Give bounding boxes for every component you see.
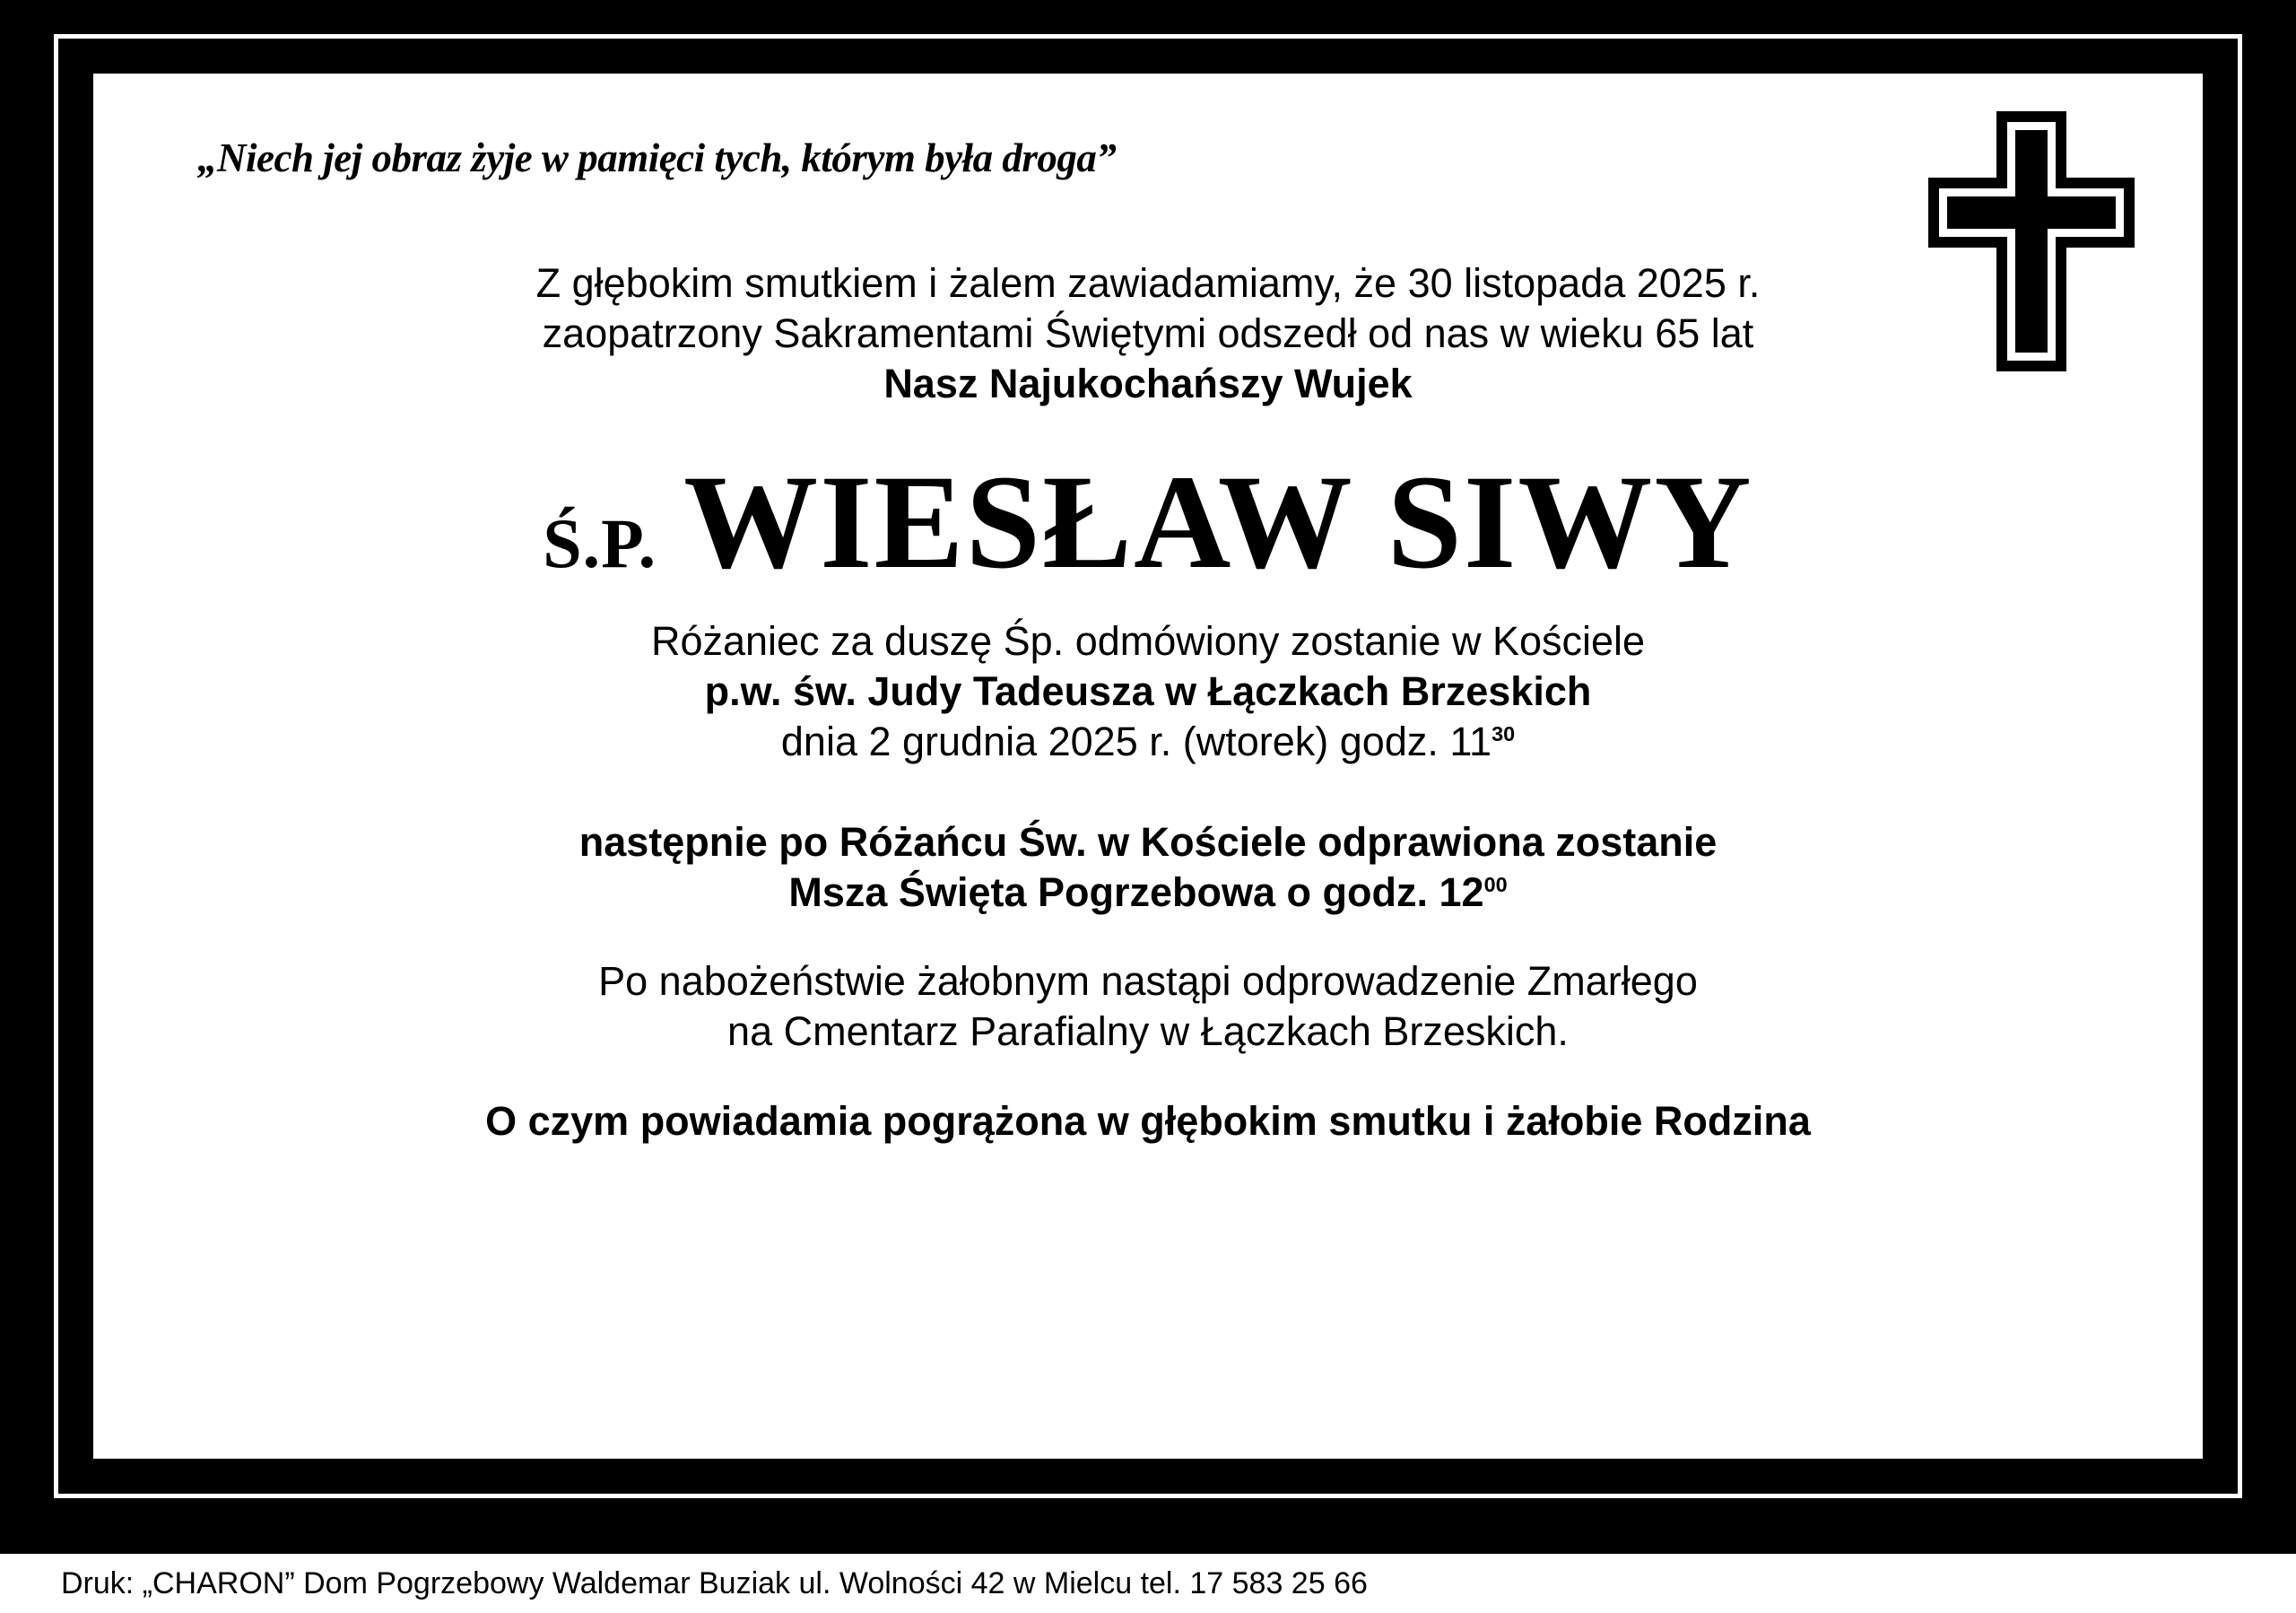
rosary-date: 2 grudnia 2025 r.	[868, 718, 1172, 764]
rosary-date-prefix: dnia	[780, 718, 869, 764]
notice-body	[156, 258, 2140, 1147]
printer-footer	[0, 1554, 2296, 1613]
rosary-line-1-church: Kościele	[1492, 618, 1646, 665]
rosary-line-2: p.w. św. Judy Tadeusza w Łączkach Brzeskich	[704, 668, 1592, 715]
burial-line-1: Po nabożeństwie żałobnym nastąpi odprowadzenie Zmarłego	[598, 958, 1698, 1005]
rosary-weekday: (wtorek) godz.	[1171, 718, 1450, 764]
burial-block	[156, 956, 2140, 1057]
notice-content	[106, 86, 2190, 1446]
rosary-block	[156, 616, 2140, 766]
deceased-name-row	[156, 448, 2140, 597]
mass-minutes: 00	[1483, 872, 1508, 896]
rosary-line-1	[156, 616, 2140, 667]
mass-line-2-text: Msza Święta Pogrzebowa o godz.	[788, 868, 1439, 915]
mass-block	[156, 817, 2140, 918]
rosary-hour: 11	[1449, 718, 1492, 764]
page-title: WIESŁAW SIWY	[683, 448, 1753, 597]
notice-paper	[90, 70, 2206, 1462]
honorific: Ś.P.	[543, 504, 657, 583]
mass-hour: 12	[1439, 868, 1484, 915]
rosary-line-3	[156, 717, 2140, 767]
announcement-line-1: Z głębokim smutkiem i żalem zawiadamiamy, że 30 listopada 2025 r.	[535, 260, 1761, 306]
announcement-line-3: Nasz Najukochańszy Wujek	[883, 360, 1413, 406]
printer-credit: Druk: „CHARON” Dom Pogrzebowy Waldemar Buziak ul. Wolności 42 w Mielcu tel. 17 583 25 66	[61, 1565, 1368, 1600]
mass-line-1: następnie po Różańcu Św. w Kościele odprawiona zostanie	[578, 818, 1718, 865]
mass-line-2	[156, 868, 2140, 918]
rosary-minutes: 30	[1492, 721, 1516, 745]
family-note: O czym powiadamia pogrążona w głębokim smutku i żałobie Rodzina	[485, 1097, 1811, 1144]
rosary-line-1-prefix: Różaniec za duszę Śp. odmówiony zostanie w	[650, 618, 1492, 665]
announcement-line-2: zaopatrzony Sakramentami Świętymi odszedł od nas w wieku 65 lat	[542, 310, 1754, 356]
motto-text: „Niech jej obraz żyje w pamięci tych, którym była droga”	[197, 135, 1117, 180]
cross-icon	[1928, 111, 2135, 371]
burial-line-2: na Cmentarz Parafialny w Łączkach Brzeskich.	[727, 1008, 1569, 1055]
family-note-block	[156, 1096, 2140, 1147]
